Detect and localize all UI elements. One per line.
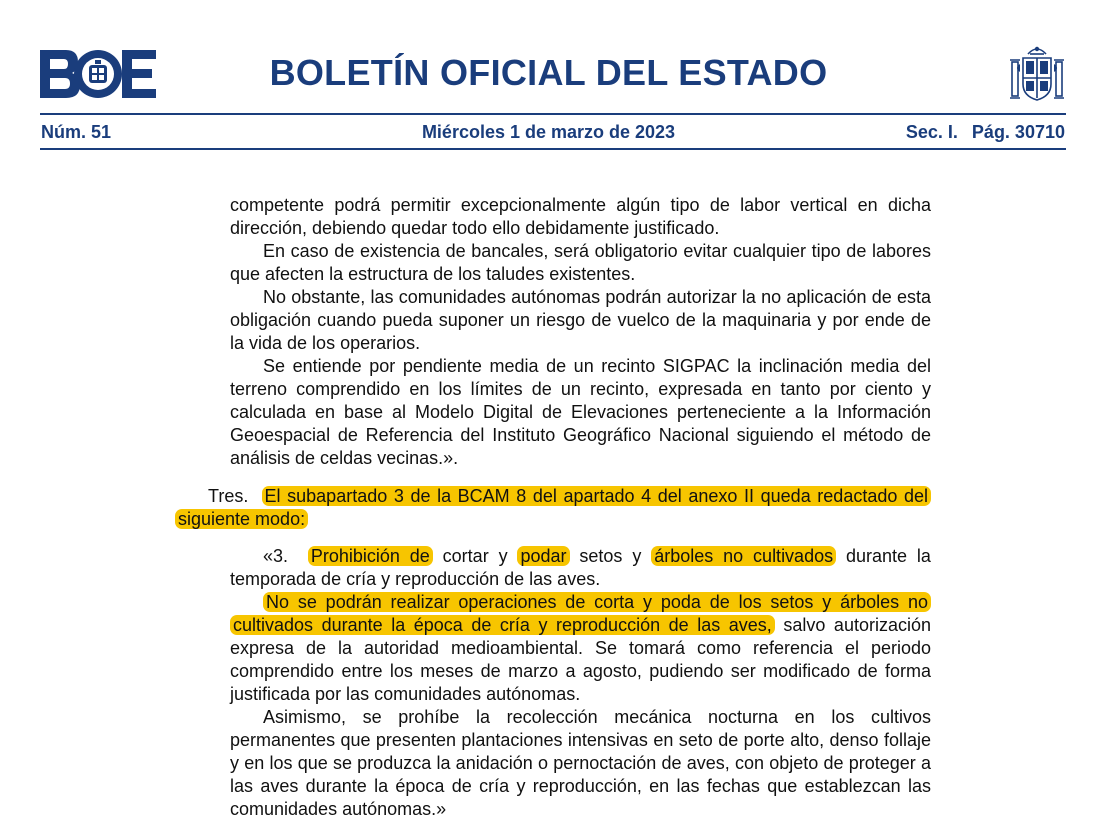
- text-run: salvo autorización expresa de la autoridad medioambiental. Se tomará como referencia el periodo comprendido entre los meses de marzo a agosto, pudiendo ser modificado de forma justificada por las comunidades autónomas.: [230, 615, 931, 704]
- paragraph: [230, 545, 931, 591]
- paragraph: competente podrá permitir excepcionalmente algún tipo de labor vertical en dicha dirección, debiendo quedar todo ello debidamente justificado.: [230, 195, 931, 238]
- paragraph: En caso de existencia de bancales, será obligatorio evitar cualquier tipo de labores que afecten la estructura de los taludes existentes.: [230, 241, 931, 284]
- paragraph: Asimismo, se prohíbe la recolección mecánica nocturna en los cultivos permanentes que presenten plantaciones intensivas en seto de porte alto, denso follaje y en los que se produzca la anidación o pernoctación de aves, con objeto de proteger a las aves durante la época de cría y reproducción, en las fechas que establezcan las comunidades autónomas.»: [230, 707, 931, 819]
- paragraph: [230, 591, 931, 706]
- text-run: cortar y: [442, 546, 508, 566]
- section-page: [906, 122, 1065, 143]
- issue-date: Miércoles 1 de marzo de 2023: [421, 122, 676, 142]
- paragraph: No obstante, las comunidades autónomas podrán autorizar la no aplicación de esta obligación cuando pueda suponer un riesgo de vuelco de la maquinaria y por ende de la vida de los operarios.: [230, 287, 931, 353]
- body-text-top: [230, 194, 931, 470]
- highlighted-text: podar: [517, 546, 569, 566]
- text-run: setos y: [579, 546, 642, 566]
- page-number: Pág. 30710: [971, 122, 1065, 142]
- amendment-label: Tres.: [208, 486, 249, 506]
- header-rule-bottom: [40, 148, 1066, 150]
- issue-number: Núm. 51: [41, 122, 112, 142]
- page-title: BOLETÍN OFICIAL DEL ESTADO: [269, 52, 828, 93]
- header-rule-top: [40, 113, 1066, 115]
- highlighted-text: Prohibición de: [308, 546, 433, 566]
- text-run: durante la temporada de cría y reproducción de las aves.: [230, 546, 931, 589]
- coat-of-arms-icon: [1008, 42, 1066, 109]
- highlighted-text: árboles no cultivados: [651, 546, 836, 566]
- highlighted-text: No se podrán realizar operaciones de corta y poda de los setos y árboles no cultivados durante la época de cría y reproducción de las aves,: [230, 592, 931, 635]
- highlighted-text: El subapartado 3 de la BCAM 8 del apartado 4 del anexo II queda redactado del siguiente modo:: [175, 486, 931, 529]
- clause-number: «3.: [263, 546, 289, 566]
- amendment-heading: [175, 485, 931, 531]
- section-label: Sec. I.: [905, 122, 958, 142]
- paragraph: Se entiende por pendiente media de un recinto SIGPAC la inclinación media del terreno comprendido en los límites de un recinto, expresada en tanto por ciento y calculada en base al Modelo Digital de Elevaciones perteneciente a la Información Geoespacial de Referencia del Instituto Geográfico Nacional siguiendo el método de análisis de celdas vecinas.».: [230, 356, 931, 468]
- quoted-text: [230, 545, 931, 821]
